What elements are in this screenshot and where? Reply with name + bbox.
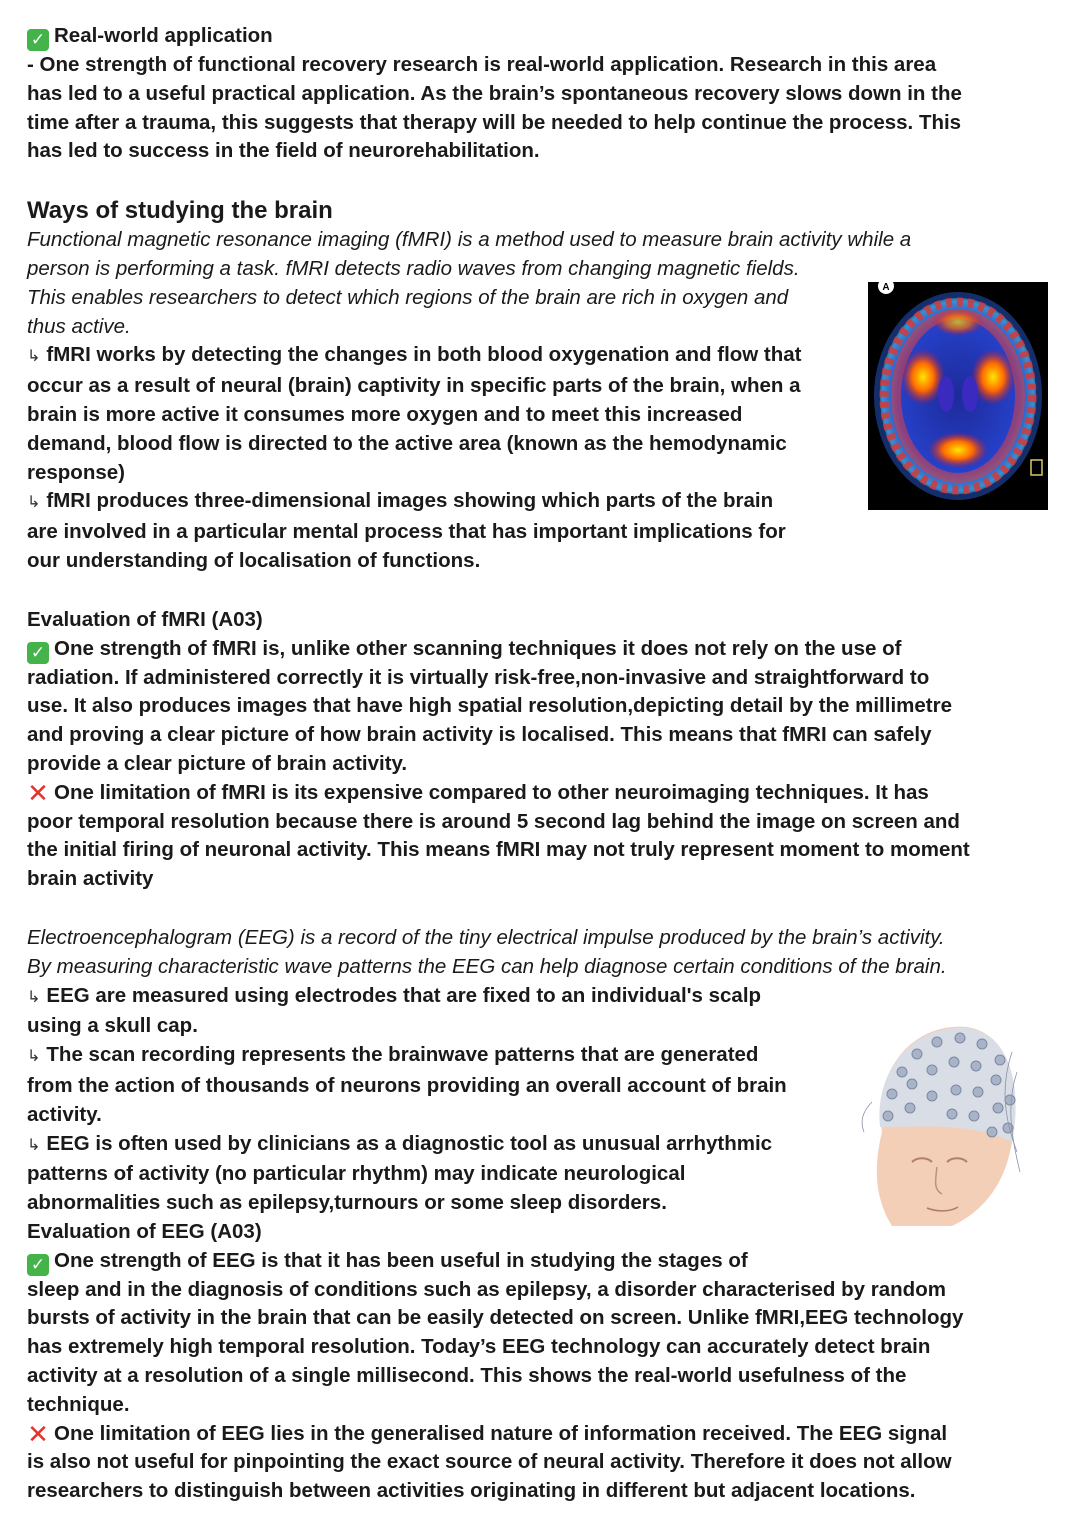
text-line: This enables researchers to detect which regions of the brain are rich in oxygen and xyxy=(27,285,789,309)
text-line: are involved in a particular mental process that has important implications for xyxy=(27,520,786,544)
text-line: response) xyxy=(27,460,125,484)
eeg-electrode-cap-image xyxy=(852,1012,1022,1228)
eeg-illustration-graphic xyxy=(852,1012,1022,1228)
bullet-line: ↳ The scan recording represents the brainwave patterns that are generated xyxy=(27,1043,759,1067)
real-world-heading: ✓ Real-world application xyxy=(27,22,1057,51)
bullet-line: ↳ EEG is often used by clinicians as a diagnostic tool as unusual arrhythmic xyxy=(27,1131,773,1155)
text-line: from the action of thousands of neurons providing an overall account of brain xyxy=(27,1073,787,1097)
text-line: By measuring characteristic wave patterns the EEG can help diagnose certain conditions of the brain. xyxy=(27,954,947,978)
limitation-line: ✕ One limitation of fMRI is its expensive compared to other neuroimaging techniques. It has xyxy=(27,777,929,808)
bullet-line: ↳ fMRI produces three-dimensional images showing which parts of the brain xyxy=(27,489,774,513)
text-line: brain is more active it consumes more oxygen and to meet this increased xyxy=(27,402,743,426)
fmri-brain-scan-graphic xyxy=(868,282,1048,510)
text-line: technique. xyxy=(27,1392,130,1416)
text-line: our understanding of localisation of functions. xyxy=(27,548,481,572)
limitation-line: ✕ One limitation of EEG lies in the generalised nature of information received. The EEG signal xyxy=(27,1418,948,1449)
text-line: patterns of activity (no particular rhythm) may indicate neurological xyxy=(27,1162,686,1186)
cross-mark-icon: ✕ xyxy=(27,777,49,808)
text-line: provide a clear picture of brain activity. xyxy=(27,751,408,775)
text-line: has led to a useful practical application. As the brain’s spontaneous recovery slows down in the xyxy=(27,81,962,105)
text-line: radiation. If administered correctly it is virtually risk-free,non-invasive and straightforward to xyxy=(27,665,930,689)
text-line: has led to success in the field of neurorehabilitation. xyxy=(27,139,540,163)
document-page xyxy=(27,22,1057,1506)
return-arrow-icon: ↳ xyxy=(27,494,41,512)
text-line: the initial firing of neuronal activity. This means fMRI may not truly represent moment to moment xyxy=(27,838,970,862)
return-arrow-icon: ↳ xyxy=(27,988,41,1006)
text-line: Electroencephalogram (EEG) is a record of the tiny electrical impulse produced by the brain’s activity. xyxy=(27,925,945,949)
text-line: bursts of activity in the brain that can be easily detected on screen. Unlike fMRI,EEG technology xyxy=(27,1306,964,1330)
text-line: time after a trauma, this suggests that therapy will be needed to help continue the process. This xyxy=(27,110,962,134)
text-line: occur as a result of neural (brain) captivity in specific parts of the brain, when a xyxy=(27,374,801,398)
bullet-line: ↳ fMRI works by detecting the changes in both blood oxygenation and flow that xyxy=(27,343,802,367)
bullet-line: ↳ EEG are measured using electrodes that are fixed to an individual's scalp xyxy=(27,983,762,1007)
return-arrow-icon: ↳ xyxy=(27,348,41,366)
text-line: researchers to distinguish between activities originating in different but adjacent locations. xyxy=(27,1479,916,1503)
strength-line: ✓ One strength of EEG is that it has been useful in studying the stages of xyxy=(27,1247,1057,1276)
text-line: brain activity xyxy=(27,867,154,891)
image-label: A xyxy=(882,282,890,293)
check-mark-icon: ✓ xyxy=(27,1254,49,1276)
text-line: activity. xyxy=(27,1102,102,1126)
text-line: use. It also produces images that have high spatial resolution,depicting detail by the millimetre xyxy=(27,694,952,718)
eeg-evaluation-heading: Evaluation of EEG (A03) xyxy=(27,1219,262,1243)
text-line: thus active. xyxy=(27,314,131,338)
check-mark-icon: ✓ xyxy=(27,642,49,664)
text-line: and proving a clear picture of how brain activity is localised. This means that fMRI can safely xyxy=(27,723,932,747)
text-line: Functional magnetic resonance imaging (fMRI) is a method used to measure brain activity while a xyxy=(27,228,912,252)
text-line: activity at a resolution of a single millisecond. This shows the real-world usefulness of the xyxy=(27,1364,907,1388)
text-line: sleep and in the diagnosis of conditions such as epilepsy, a disorder characterised by random xyxy=(27,1277,946,1301)
return-arrow-icon: ↳ xyxy=(27,1136,41,1154)
text-line: abnormalities such as epilepsy,turnours or some sleep disorders. xyxy=(27,1191,667,1215)
cross-mark-icon: ✕ xyxy=(27,1418,49,1449)
check-mark-icon: ✓ xyxy=(27,29,49,51)
text-line: using a skull cap. xyxy=(27,1014,198,1038)
strength-line: ✓ One strength of fMRI is, unlike other scanning techniques it does not rely on the use of xyxy=(27,635,1057,664)
return-arrow-icon: ↳ xyxy=(27,1048,41,1066)
fmri-evaluation-heading: Evaluation of fMRI (A03) xyxy=(27,607,263,631)
fmri-brain-scan-image xyxy=(868,282,1048,510)
text-line: person is performing a task. fMRI detects radio waves from changing magnetic fields. xyxy=(27,256,800,280)
text-line: is also not useful for pinpointing the exact source of neural activity. Therefore it does not allow xyxy=(27,1450,952,1474)
text-line: demand, blood flow is directed to the active area (known as the hemodynamic xyxy=(27,431,787,455)
text-line: - One strength of functional recovery research is real-world application. Research in this area xyxy=(27,53,937,76)
section-heading-studying-brain: Ways of studying the brain xyxy=(27,197,333,225)
text-line: has extremely high temporal resolution. Today’s EEG technology can accurately detect brain xyxy=(27,1335,931,1359)
text-line: poor temporal resolution because there is around 5 second lag behind the image on screen and xyxy=(27,809,960,833)
